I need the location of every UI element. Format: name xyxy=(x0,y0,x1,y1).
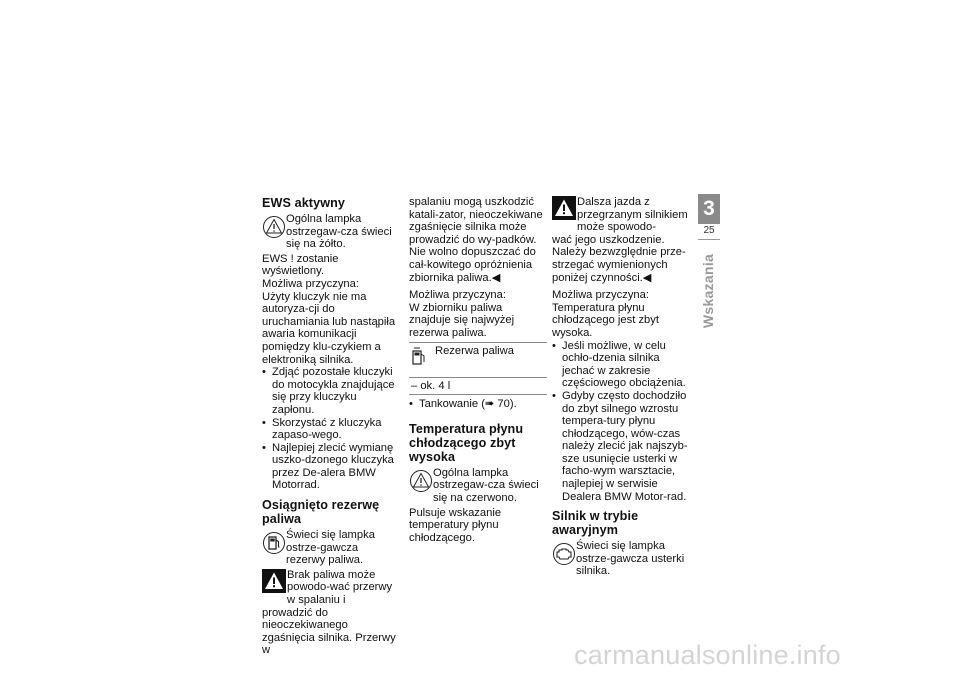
coolant-icon-row xyxy=(409,467,547,505)
watermark: carmanualsonline.info xyxy=(574,640,841,670)
ews-icon-text: Ogólna lampka ostrzegaw-cza świeci się na żółto. xyxy=(286,213,392,251)
chapter-number: 3 xyxy=(698,194,720,224)
fuel-reserve-table xyxy=(409,342,547,396)
ews-icon-row xyxy=(262,213,400,251)
fuel-warning-block xyxy=(262,569,400,657)
fuel-spec-icon xyxy=(411,346,429,368)
table-row xyxy=(409,378,547,395)
ews-bullet-list xyxy=(262,366,400,492)
engine-icon-text: Świeci się lampka ostrze-gawcza usterki silnika. xyxy=(576,540,685,578)
fuel-reserve-value: – ok. 4 l xyxy=(411,379,451,392)
heading-coolant: Temperatura płynu chłodzącego zbyt wysoka xyxy=(409,421,524,464)
heading-fuel-reserve: Osiągnięto rezerwę paliwa xyxy=(262,498,380,527)
fuel-warning-continued: spalaniu mogą uszkodzić katali-zator, nieoczekiwane zgaśnięcie silnika może prowadzić do wy-padków. xyxy=(409,196,543,246)
general-warning-icon xyxy=(409,469,433,493)
section-label: Wskazania xyxy=(700,253,716,329)
engine-icon-row xyxy=(552,540,692,578)
ews-p1: EWS ! zostanie wyświetlony. xyxy=(262,252,339,278)
ews-p3: Użyty kluczyk nie ma autoryza-cji do uruchamiania lub nastąpiła awaria komunikacji pomiędzy klu-czykiem a elektroniką silnika. xyxy=(262,290,396,366)
ews-p2: Możliwa przyczyna: xyxy=(262,277,359,290)
fuel-warning-rest: prowadzić do nieoczekiwanego zgaśnięcia silnika. Przerwy w xyxy=(262,606,396,657)
column-3 xyxy=(552,196,692,580)
warning-triangle-icon xyxy=(552,196,576,220)
list-item: • Zdjąć pozostałe kluczyki do motocykla znajdujące się przy kluczyku zapłonu. xyxy=(262,366,400,416)
refuel-list xyxy=(409,398,547,411)
section-label-vertical xyxy=(693,232,723,350)
coolant-icon-text: Ogólna lampka ostrzegaw-cza świeci się na czerwono. xyxy=(433,466,539,504)
heading-engine-emergency: Silnik w trybie awaryjnym xyxy=(552,509,639,538)
fuel-icon-row xyxy=(262,529,400,567)
coolant-text: Pulsuje wskazanie temperatury płynu chłodzącego. xyxy=(409,506,502,544)
fuel-pump-icon xyxy=(262,531,286,555)
fuel-icon-text: Świeci się lampka ostrze-gawcza rezerwy paliwa. xyxy=(286,529,375,567)
fuel-warning-lead: Brak paliwa może powodo-wać przerwy w spalaniu i xyxy=(287,568,393,607)
coolant-warning-text-2: Należy bezwzględnie prze-strzegać wymienionych poniżej czynności.◀ xyxy=(552,246,686,284)
table-row xyxy=(409,343,547,378)
general-warning-icon xyxy=(262,215,286,239)
list-item: • Skorzystać z kluczyka zapaso-wego. xyxy=(262,417,400,442)
list-item: • Gdyby często dochodziło do zbyt silnego wzrostu tempera-tury płynu chłodzącego, wów-czas należy zlecić jak najszyb-sze usunięcie usterki w facho-wym warsztacie, najlepiej w serwisie Dealera BMW Motor-rad. xyxy=(552,390,692,503)
column-1 xyxy=(262,196,400,657)
fuel-warning-continued-2: Nie wolno dopuszczać do cał-kowitego opróżnienia zbiornika paliwa.◀ xyxy=(409,246,536,284)
coolant-bullet-list xyxy=(552,340,692,504)
coolant-cause-text: Temperatura płynu chłodzącego jest zbyt wysoka. xyxy=(552,301,659,339)
warning-triangle-icon xyxy=(262,569,286,593)
heading-ews: EWS aktywny xyxy=(262,196,345,210)
list-item: • Jeśli możliwe, w celu ochło-dzenia silnika jechać w zakresie częściowego obciążenia. xyxy=(552,340,692,390)
engine-fault-icon xyxy=(552,542,576,566)
column-2 xyxy=(409,196,547,544)
fuel-cause-text: W zbiorniku paliwa znajduje się najwyżej rezerwa paliwa. xyxy=(409,301,515,339)
fuel-reserve-label: Rezerwa paliwa xyxy=(435,344,514,357)
coolant-cause-label: Możliwa przyczyna: xyxy=(552,289,649,302)
list-item: • Najlepiej zlecić wymianę uszko-dzonego kluczyka przez De-alera BMW Motorrad. xyxy=(262,442,400,492)
coolant-warning-rest: wać jego uszkodzenie. xyxy=(552,233,665,246)
coolant-warning-block xyxy=(552,196,692,246)
coolant-warning-lead: Dalsza jazda z przegrzanym silnikiem może spowodo- xyxy=(577,196,688,234)
list-item: • Tankowanie (➠ 70). xyxy=(409,398,547,411)
page-number: 25 xyxy=(703,225,715,236)
fuel-cause-label: Możliwa przyczyna: xyxy=(409,289,506,302)
